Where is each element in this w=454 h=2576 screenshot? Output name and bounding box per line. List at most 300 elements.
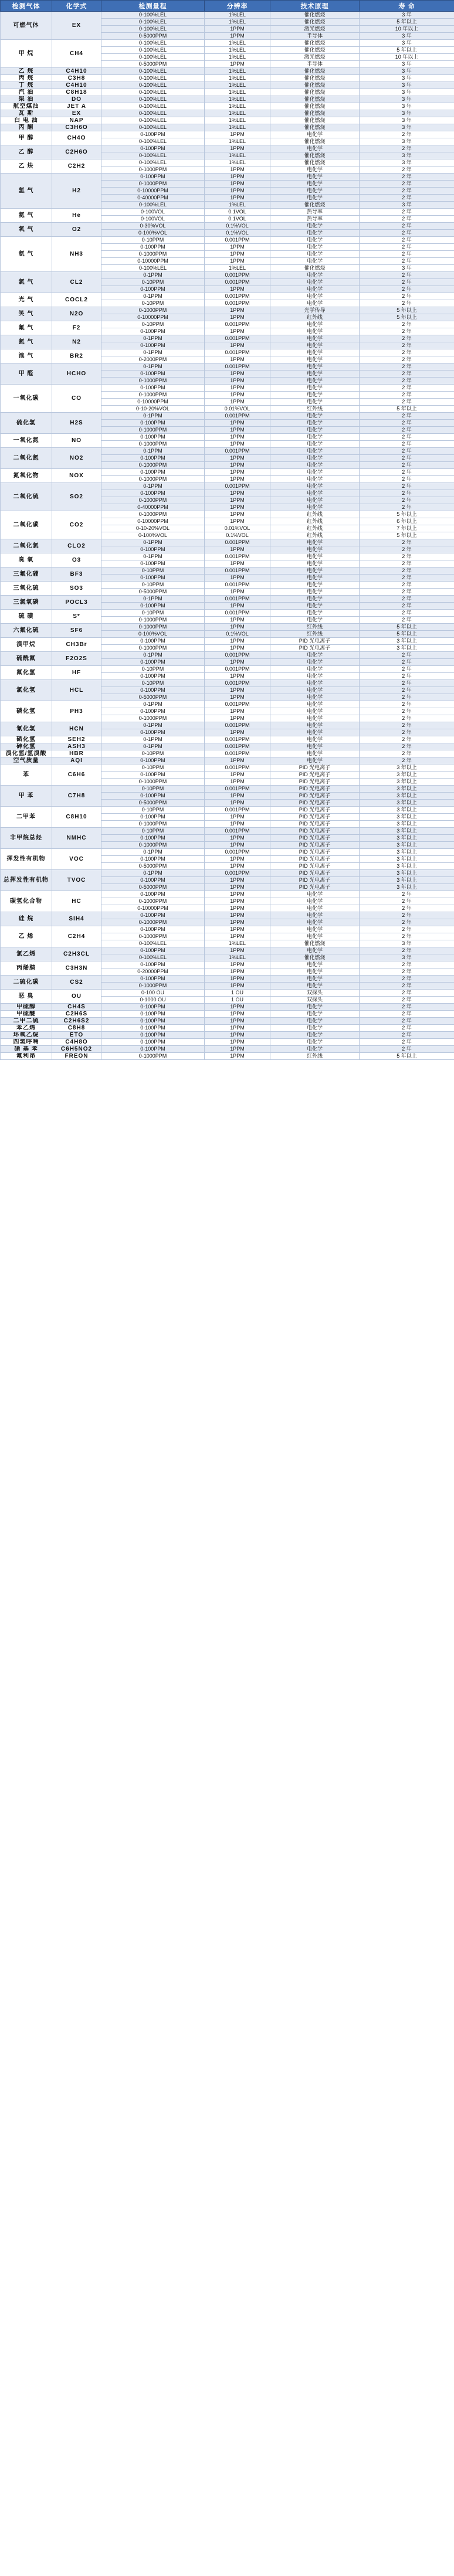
cell-resolution: 1PPM [205,188,270,195]
cell-life: 3 年 [360,96,454,103]
cell-resolution: 1PPM [205,1018,270,1025]
cell-range: 0-1PPM [101,363,205,371]
cell-technology: 电化学 [270,145,360,152]
cell-technology: 电化学 [270,490,360,497]
cell-gas-name: 二氧化碳 [1,511,52,539]
cell-range: 0-100PPM [101,1018,205,1025]
cell-life: 2 年 [360,983,454,990]
cell-gas-name: 丙 酮 [1,124,52,131]
cell-technology: 电化学 [270,919,360,926]
cell-gas-name: 航空煤油 [1,103,52,110]
cell-life: 2 年 [360,560,454,567]
cell-gas-name: 苯 [1,764,52,786]
cell-formula: HCL [52,680,101,701]
cell-technology: 红外线 [270,624,360,631]
cell-technology: PID 光电离子 [270,835,360,842]
cell-range: 0-100PPM [101,244,205,251]
cell-resolution: 1PPM [205,131,270,138]
cell-range: 0-1PPM [101,293,205,300]
cell-formula: CH3Br [52,638,101,652]
cell-resolution: 1PPM [205,286,270,293]
cell-life: 2 年 [360,328,454,335]
cell-resolution: 1PPM [205,779,270,786]
cell-formula: JET A [52,103,101,110]
cell-range: 0-100%LEL [101,124,205,131]
cell-technology: 电化学 [270,603,360,610]
cell-range: 0-100%LEL [101,954,205,961]
cell-resolution: 0.001PPM [205,335,270,342]
cell-resolution: 1PPM [205,884,270,891]
cell-range: 0-1PPM [101,553,205,560]
cell-life: 3 年以上 [360,835,454,842]
table-row [1,567,454,575]
cell-range: 0-100PPM [101,385,205,392]
cell-life: 3 年 [360,103,454,110]
cell-life: 2 年 [360,575,454,582]
table-row [1,209,454,216]
cell-life: 2 年 [360,469,454,476]
cell-technology: 电化学 [270,195,360,202]
cell-life: 2 年 [360,990,454,997]
cell-resolution: 1PPM [205,378,270,385]
table-row [1,511,454,518]
table-row [1,68,454,75]
cell-technology: 电化学 [270,898,360,905]
cell-formula: CO2 [52,511,101,539]
cell-range: 0-1000PPM [101,392,205,399]
cell-life: 3 年以上 [360,793,454,800]
cell-formula: C8H8 [52,1025,101,1032]
cell-life: 2 年 [360,715,454,722]
cell-gas-name: 乙 炔 [1,159,52,174]
cell-range: 0-100%LEL [101,40,205,47]
cell-technology: 电化学 [270,399,360,406]
cell-life: 3 年以上 [360,849,454,856]
cell-formula: F2O2S [52,652,101,666]
cell-life: 6 年以上 [360,518,454,525]
cell-range: 0-10000PPM [101,399,205,406]
cell-range: 0-1000PPM [101,427,205,434]
cell-formula: CH4 [52,40,101,68]
cell-range: 0-5000PPM [101,863,205,870]
cell-gas-name: 硒化氢 [1,736,52,743]
cell-resolution: 0.001PPM [205,300,270,307]
cell-life: 2 年 [360,926,454,933]
cell-life: 2 年 [360,413,454,420]
table-row [1,828,454,835]
cell-resolution: 0.1VOL [205,209,270,216]
cell-technology: 催化燃烧 [270,40,360,47]
cell-formula: SIH4 [52,912,101,926]
cell-resolution: 0.001PPM [205,750,270,757]
cell-technology: 电化学 [270,560,360,567]
table-row [1,448,454,455]
cell-technology: 电化学 [270,983,360,990]
cell-range: 0-5000PPM [101,61,205,68]
table-row [1,1053,454,1060]
cell-technology: 电化学 [270,378,360,385]
cell-technology: 双探头 [270,997,360,1004]
cell-resolution: 0.001PPM [205,652,270,659]
cell-range: 0-1PPM [101,652,205,659]
cell-life: 2 年 [360,582,454,589]
cell-life: 2 年 [360,476,454,483]
cell-range: 0-10000PPM [101,518,205,525]
cell-formula: O2 [52,223,101,237]
cell-life: 3 年以上 [360,764,454,772]
cell-range: 0-1PPM [101,701,205,708]
cell-range: 0-100%LEL [101,265,205,272]
cell-life: 2 年 [360,736,454,743]
cell-formula: BR2 [52,349,101,363]
cell-life: 2 年 [360,968,454,976]
cell-life: 5 年以上 [360,314,454,321]
cell-life: 3 年以上 [360,800,454,807]
cell-gas-name: 丙烯腈 [1,961,52,976]
cell-gas-name: 溴甲烷 [1,638,52,652]
cell-life: 2 年 [360,244,454,251]
cell-range: 0-1000PPM [101,181,205,188]
cell-formula: C4H10 [52,82,101,89]
cell-life: 2 年 [360,441,454,448]
cell-technology: 电化学 [270,476,360,483]
cell-resolution: 1PPM [205,328,270,335]
cell-technology: 电化学 [270,1025,360,1032]
table-row [1,652,454,659]
cell-range: 0-100%LEL [101,12,205,19]
cell-resolution: 0.001PPM [205,870,270,877]
cell-technology: 电化学 [270,680,360,687]
cell-resolution: 0.001PPM [205,582,270,589]
cell-formula: HBR [52,750,101,757]
cell-life: 10 年以上 [360,54,454,61]
cell-life: 2 年 [360,181,454,188]
cell-gas-name: 四氢呼喃 [1,1039,52,1046]
cell-formula: C2H6O [52,145,101,159]
cell-life: 2 年 [360,230,454,237]
cell-resolution: 1PPM [205,174,270,181]
cell-range: 0-100PPM [101,286,205,293]
cell-resolution: 1PPM [205,715,270,722]
cell-life: 2 年 [360,603,454,610]
cell-life: 2 年 [360,1025,454,1032]
cell-resolution: 1PPM [205,659,270,666]
cell-resolution: 1PPM [205,244,270,251]
table-row [1,701,454,708]
cell-life: 2 年 [360,166,454,174]
cell-gas-name: 氟化氢 [1,666,52,680]
cell-range: 0-10PPM [101,279,205,286]
cell-technology: PID 光电离子 [270,645,360,652]
table-row [1,1004,454,1011]
cell-resolution: 1PPM [205,673,270,680]
cell-life: 2 年 [360,546,454,553]
cell-life: 2 年 [360,131,454,138]
cell-resolution: 0.1VOL [205,216,270,223]
cell-range: 0-100PPM [101,145,205,152]
cell-life: 2 年 [360,385,454,392]
table-row [1,1018,454,1025]
cell-life: 3 年 [360,75,454,82]
cell-gas-name: 二甲苯 [1,807,52,828]
cell-range: 0-1PPM [101,849,205,856]
cell-gas-name: 甲 醇 [1,131,52,145]
cell-life: 2 年 [360,504,454,511]
cell-technology: 电化学 [270,729,360,736]
cell-technology: 催化燃烧 [270,152,360,159]
table-header-row [1,1,454,12]
cell-life: 2 年 [360,553,454,560]
cell-technology: 电化学 [270,968,360,976]
cell-range: 0-1000PPM [101,933,205,940]
cell-gas-name: 乙 烯 [1,926,52,947]
cell-resolution: 1%LEL [205,12,270,19]
cell-gas-name: 非甲烷总烃 [1,828,52,849]
cell-formula: C3H8 [52,75,101,82]
cell-resolution: 1PPM [205,455,270,462]
table-row [1,89,454,96]
cell-life: 2 年 [360,321,454,328]
cell-technology: PID 光电离子 [270,863,360,870]
cell-range: 0-100%LEL [101,152,205,159]
table-row [1,891,454,898]
cell-resolution: 1PPM [205,877,270,884]
cell-life: 2 年 [360,392,454,399]
cell-range: 0-100%LEL [101,138,205,145]
cell-formula: FREON [52,1053,101,1060]
table-row [1,1032,454,1039]
cell-range: 0-100PPM [101,1032,205,1039]
cell-resolution: 1PPM [205,912,270,919]
cell-gas-name: 恶 臭 [1,990,52,1004]
cell-technology: 电化学 [270,356,360,363]
cell-resolution: 0.001PPM [205,272,270,279]
cell-resolution: 1PPM [205,772,270,779]
table-row [1,849,454,856]
cell-formula: C2H6S2 [52,1018,101,1025]
cell-gas-name: 汽 油 [1,89,52,96]
cell-gas-name: 甲硫醚 [1,1011,52,1018]
cell-technology: 电化学 [270,715,360,722]
cell-life: 2 年 [360,272,454,279]
cell-formula: POCL3 [52,596,101,610]
cell-technology: 电化学 [270,371,360,378]
table-row [1,757,454,764]
cell-gas-name: 氢 气 [1,174,52,209]
cell-range: 0-1PPM [101,596,205,603]
cell-life: 2 年 [360,434,454,441]
cell-technology: 电化学 [270,434,360,441]
cell-resolution: 0.1%VOL [205,223,270,230]
cell-range: 0-100PPM [101,1004,205,1011]
table-row [1,12,454,19]
table-row [1,1046,454,1053]
cell-resolution: 1PPM [205,1025,270,1032]
cell-technology: 电化学 [270,757,360,764]
cell-life: 3 年 [360,940,454,947]
cell-formula: BF3 [52,567,101,582]
cell-gas-name: 甲 醛 [1,363,52,385]
cell-life: 3 年以上 [360,863,454,870]
cell-resolution: 1PPM [205,800,270,807]
cell-resolution: 1PPM [205,181,270,188]
cell-range: 0-10PPM [101,610,205,617]
cell-gas-name: 氰化氢 [1,722,52,736]
cell-formula: H2 [52,174,101,209]
cell-range: 0-10PPM [101,582,205,589]
cell-gas-name: 硫酰氟 [1,652,52,666]
cell-range: 0-1000PPM [101,821,205,828]
cell-technology: 红外线 [270,518,360,525]
cell-technology: 电化学 [270,392,360,399]
cell-resolution: 1PPM [205,518,270,525]
cell-life: 2 年 [360,455,454,462]
cell-technology: PID 光电离子 [270,877,360,884]
table-row [1,385,454,392]
cell-resolution: 1PPM [205,145,270,152]
cell-resolution: 1PPM [205,757,270,764]
table-row [1,638,454,645]
cell-resolution: 0.001PPM [205,553,270,560]
cell-resolution: 0.001PPM [205,666,270,673]
cell-gas-name: 白 电 油 [1,117,52,124]
cell-resolution: 0.001PPM [205,349,270,356]
cell-life: 2 年 [360,293,454,300]
cell-life: 3 年以上 [360,877,454,884]
cell-resolution: 0.001PPM [205,610,270,617]
cell-resolution: 1PPM [205,961,270,968]
cell-resolution: 0.01%VOL [205,406,270,413]
cell-range: 0-100PPM [101,575,205,582]
cell-formula: HCN [52,722,101,736]
cell-gas-name: 三氯氧磷 [1,596,52,610]
cell-resolution: 1PPM [205,729,270,736]
cell-gas-name: 三氟化硼 [1,567,52,582]
cell-technology: 催化燃烧 [270,47,360,54]
cell-technology: 催化燃烧 [270,124,360,131]
table-row [1,539,454,546]
cell-range: 0-10PPM [101,666,205,673]
cell-gas-name: 硝 基 苯 [1,1046,52,1053]
cell-resolution: 1PPM [205,694,270,701]
cell-range: 0-1000PPM [101,617,205,624]
cell-technology: 电化学 [270,553,360,560]
cell-technology: 电化学 [270,891,360,898]
cell-formula: CH4S [52,1004,101,1011]
cell-resolution: 0.001PPM [205,701,270,708]
col-header-formula: 化学式 [52,1,101,12]
cell-formula: HCHO [52,363,101,385]
table-row [1,680,454,687]
cell-resolution: 1%LEL [205,47,270,54]
cell-resolution: 1PPM [205,356,270,363]
cell-resolution: 0.1%VOL [205,230,270,237]
cell-life: 2 年 [360,919,454,926]
cell-range: 0-10PPM [101,750,205,757]
cell-life: 2 年 [360,539,454,546]
cell-gas-name: 氨 气 [1,237,52,272]
cell-formula: EX [52,110,101,117]
cell-life: 3 年 [360,152,454,159]
cell-gas-name: 磷化氢 [1,701,52,722]
cell-formula: C7H8 [52,786,101,807]
cell-range: 0-100PPM [101,659,205,666]
cell-life: 2 年 [360,300,454,307]
cell-resolution: 0.001PPM [205,293,270,300]
cell-resolution: 1PPM [205,546,270,553]
cell-formula: EX [52,12,101,40]
cell-life: 2 年 [360,279,454,286]
cell-resolution: 1PPM [205,399,270,406]
table-row [1,103,454,110]
cell-technology: 电化学 [270,448,360,455]
cell-resolution: 1PPM [205,638,270,645]
cell-formula: CL2 [52,272,101,293]
cell-range: 0-100%LEL [101,202,205,209]
cell-gas-name: 溴 气 [1,349,52,363]
cell-technology: PID 光电离子 [270,772,360,779]
cell-technology: 电化学 [270,743,360,750]
cell-resolution: 0.1%VOL [205,631,270,638]
cell-life: 5 年以上 [360,307,454,314]
cell-technology: 催化燃烧 [270,12,360,19]
cell-life: 3 年 [360,110,454,117]
cell-technology: 电化学 [270,420,360,427]
cell-resolution: 0.001PPM [205,736,270,743]
cell-range: 0-1000PPM [101,779,205,786]
cell-range: 0-5000PPM [101,884,205,891]
cell-resolution: 1PPM [205,26,270,33]
cell-technology: 电化学 [270,701,360,708]
cell-gas-name: 柴 油 [1,96,52,103]
cell-resolution: 1PPM [205,314,270,321]
cell-formula: NAP [52,117,101,124]
cell-resolution: 1PPM [205,462,270,469]
cell-gas-name: 苯乙烯 [1,1025,52,1032]
cell-range: 0-100%LEL [101,26,205,33]
cell-formula: C2H4 [52,926,101,947]
table-row [1,82,454,89]
cell-range: 0-1PPM [101,483,205,490]
table-row [1,293,454,300]
cell-range: 0-100PPM [101,371,205,378]
cell-resolution: 0.001PPM [205,849,270,856]
cell-technology: 电化学 [270,736,360,743]
cell-technology: 电化学 [270,441,360,448]
cell-formula: C4H8O [52,1039,101,1046]
cell-life: 3 年以上 [360,814,454,821]
cell-range: 0-100PPM [101,603,205,610]
cell-formula: CS2 [52,976,101,990]
cell-technology: 电化学 [270,961,360,968]
cell-formula: COCL2 [52,293,101,307]
cell-resolution: 0.001PPM [205,363,270,371]
cell-formula: SO3 [52,582,101,596]
cell-resolution: 1PPM [205,251,270,258]
cell-life: 2 年 [360,694,454,701]
cell-life: 2 年 [360,342,454,349]
cell-life: 2 年 [360,666,454,673]
cell-gas-name: 硫 磺 [1,610,52,624]
cell-gas-name: 臭 氧 [1,553,52,567]
cell-technology: 电化学 [270,427,360,434]
cell-technology: 热导率 [270,216,360,223]
cell-technology: PID 光电离子 [270,800,360,807]
cell-range: 0-100PPM [101,342,205,349]
cell-range: 0-100PPM [101,729,205,736]
cell-resolution: 0.001PPM [205,279,270,286]
cell-formula: ETO [52,1032,101,1039]
